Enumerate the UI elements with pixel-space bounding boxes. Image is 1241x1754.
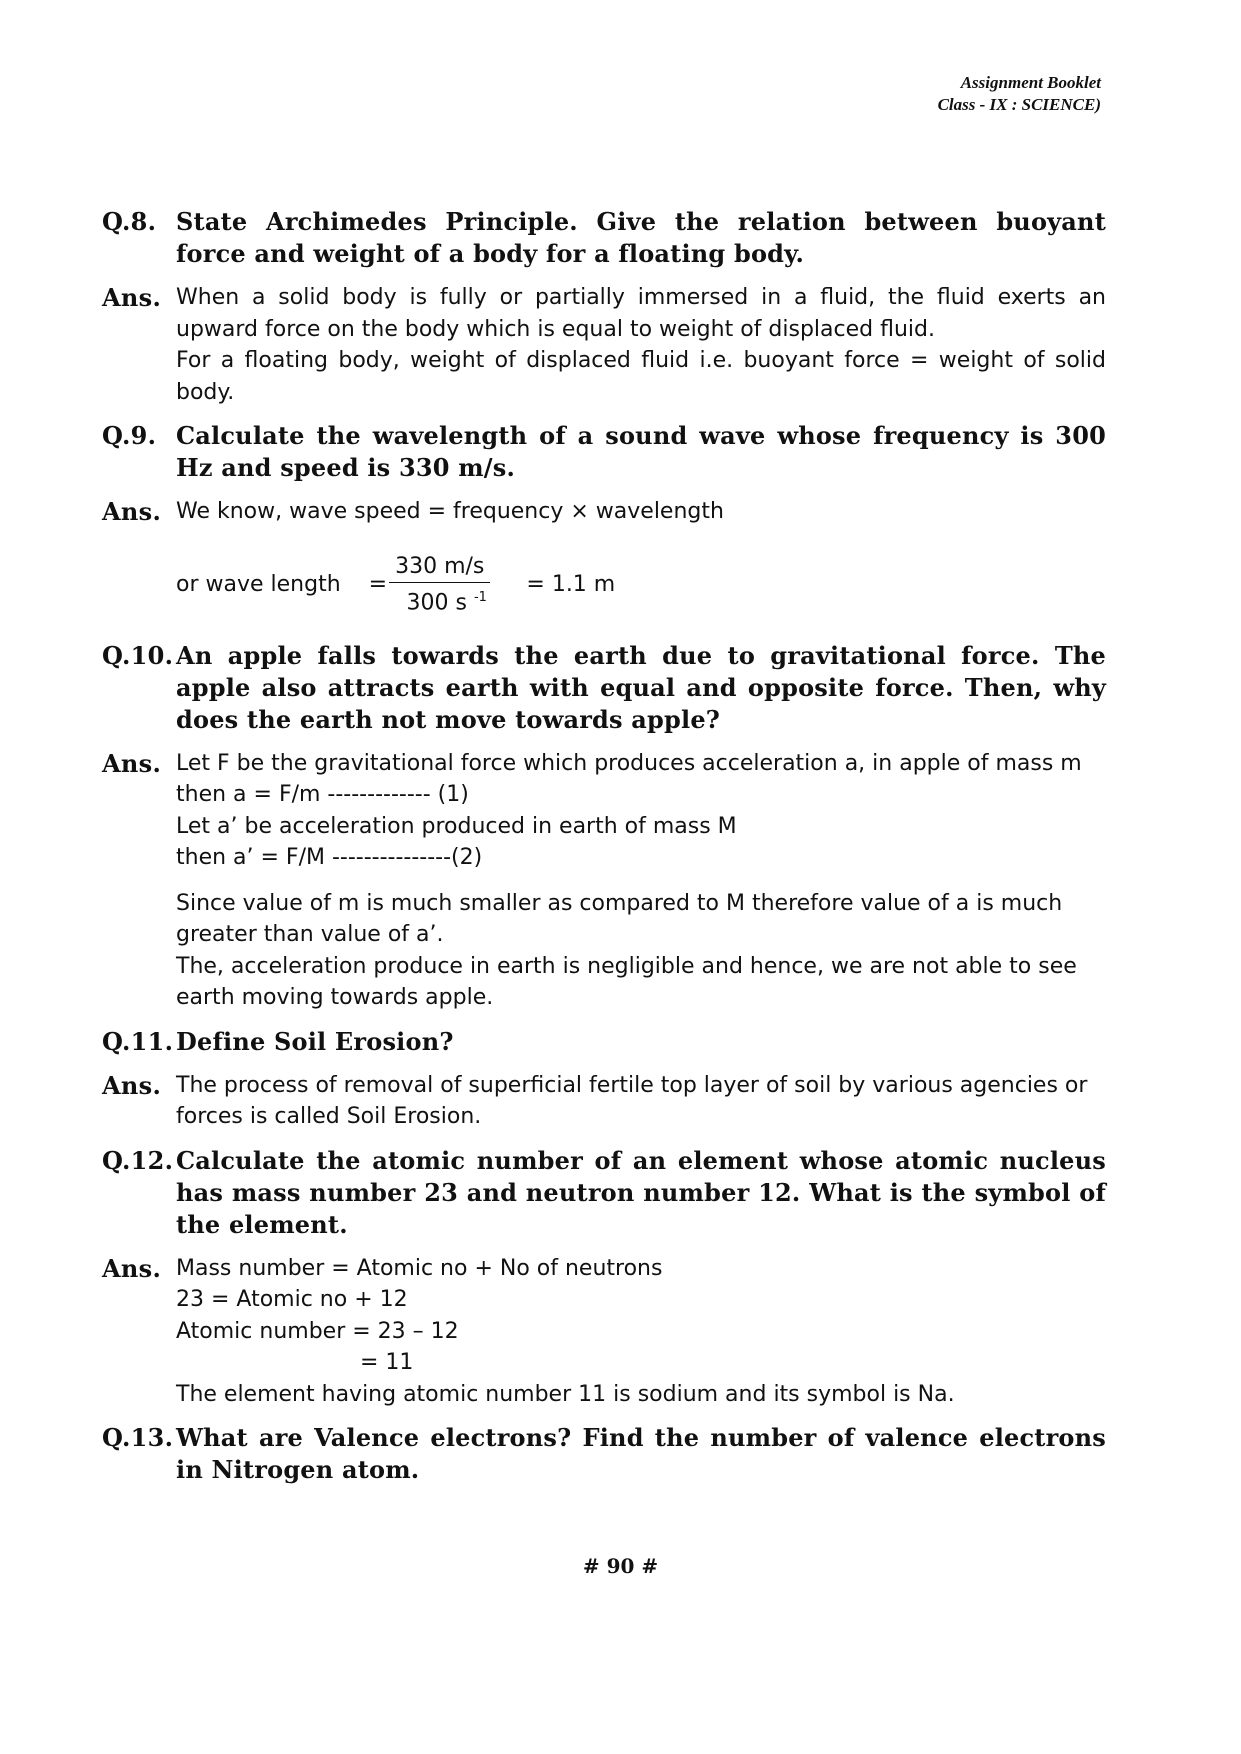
answer-line: = 11 <box>360 1350 414 1376</box>
answer-11 <box>102 1070 1106 1133</box>
class-subject: Class - IX : SCIENCE) <box>937 95 1101 114</box>
answer-line: then a’ = F/M ---------------(2) <box>176 845 483 871</box>
answer-text <box>176 748 1106 1014</box>
formula-label: or wave length <box>176 571 341 597</box>
answer-8 <box>102 282 1106 408</box>
answer-12 <box>102 1253 1106 1411</box>
answer-line: Let a’ be acceleration produced in earth of mass M <box>176 813 737 839</box>
answer-line: 23 = Atomic no + 12 <box>176 1287 408 1313</box>
answer-line: The process of removal of superficial fertile top layer of soil by various agencies or <box>176 1072 1088 1098</box>
answer-label: Ans. <box>102 283 162 312</box>
page-number: # 90 # <box>582 1554 659 1578</box>
answer-line: earth moving towards apple. <box>176 985 494 1011</box>
question-label: Q.9. <box>102 421 157 450</box>
answer-label: Ans. <box>102 1253 162 1283</box>
question-text: Calculate the wavelength of a sound wave whose frequency is 300 Hz and speed is 330 m/s. <box>176 421 1106 482</box>
question-label: Q.13. <box>102 1423 174 1453</box>
answer-line: The element having atomic number 11 is sodium and its symbol is Na. <box>176 1381 955 1407</box>
page-header <box>938 72 1101 116</box>
answer-10 <box>102 748 1106 1014</box>
question-8 <box>102 206 1106 270</box>
fraction <box>389 552 490 618</box>
answer-paragraph <box>176 888 1106 1014</box>
answer-9 <box>102 496 1106 628</box>
formula-equals: = <box>368 571 388 597</box>
question-9 <box>102 420 1106 484</box>
question-12 <box>102 1145 1106 1241</box>
answer-line: greater than value of a’. <box>176 922 444 948</box>
question-10 <box>102 640 1106 736</box>
answer-line: We know, wave speed = frequency × wavelength <box>176 499 724 524</box>
answer-text <box>176 282 1106 408</box>
question-text: Define Soil Erosion? <box>176 1026 454 1056</box>
denominator-value: 300 s <box>406 589 467 615</box>
answer-text <box>176 496 1106 628</box>
booklet-title: Assignment Booklet <box>960 73 1101 92</box>
denominator-exponent: -1 <box>473 589 487 605</box>
answer-line: Atomic number = 23 – 12 <box>176 1318 459 1344</box>
question-label: Q.11. <box>102 1026 174 1056</box>
question-label: Q.10. <box>102 640 174 670</box>
question-text: What are Valence electrons? Find the number of valence electrons in Nitrogen atom. <box>176 1423 1106 1485</box>
answer-line: Let F be the gravitational force which produces acceleration a, in apple of mass m <box>176 750 1082 776</box>
answer-label: Ans. <box>102 497 162 526</box>
question-13 <box>102 1422 1106 1486</box>
answer-text <box>176 1070 1106 1133</box>
formula-result: = 1.1 m <box>526 571 616 597</box>
question-text: An apple falls towards the earth due to gravitational force. The apple also attracts earth with equal and opposite force. Then, why does the earth not move towards apple? <box>176 640 1106 734</box>
answer-text <box>176 1253 1106 1411</box>
answer-label: Ans. <box>102 748 162 778</box>
question-text: State Archimedes Principle. Give the relation between buoyant force and weight of a body for a floating body. <box>176 207 1106 268</box>
answer-paragraph: When a solid body is fully or partially immersed in a fluid, the fluid exerts an upward force on the body which is equal to weight of displaced fluid. <box>176 285 1106 342</box>
answer-line: forces is called Soil Erosion. <box>176 1104 482 1130</box>
answer-line: Since value of m is much smaller as compared to M therefore value of a is much <box>176 890 1063 916</box>
answer-paragraph: For a floating body, weight of displaced fluid i.e. buoyant force = weight of solid body. <box>176 348 1106 405</box>
question-text: Calculate the atomic number of an element whose atomic nucleus has mass number 23 and neutron number 12. What is the symbol of the element. <box>176 1145 1106 1239</box>
question-11 <box>102 1026 1106 1058</box>
question-label: Q.12. <box>102 1145 174 1175</box>
fraction-denominator <box>393 583 487 618</box>
fraction-numerator: 330 m/s <box>389 552 490 583</box>
answer-line: Mass number = Atomic no + No of neutrons <box>176 1255 663 1281</box>
question-label: Q.8. <box>102 207 157 236</box>
wavelength-formula <box>176 552 1106 618</box>
answer-line: The, acceleration produce in earth is negligible and hence, we are not able to see <box>176 953 1077 979</box>
page-content <box>102 206 1106 1486</box>
fraction-group <box>369 552 491 618</box>
answer-line: then a = F/m ------------- (1) <box>176 782 469 808</box>
answer-label: Ans. <box>102 1070 162 1100</box>
